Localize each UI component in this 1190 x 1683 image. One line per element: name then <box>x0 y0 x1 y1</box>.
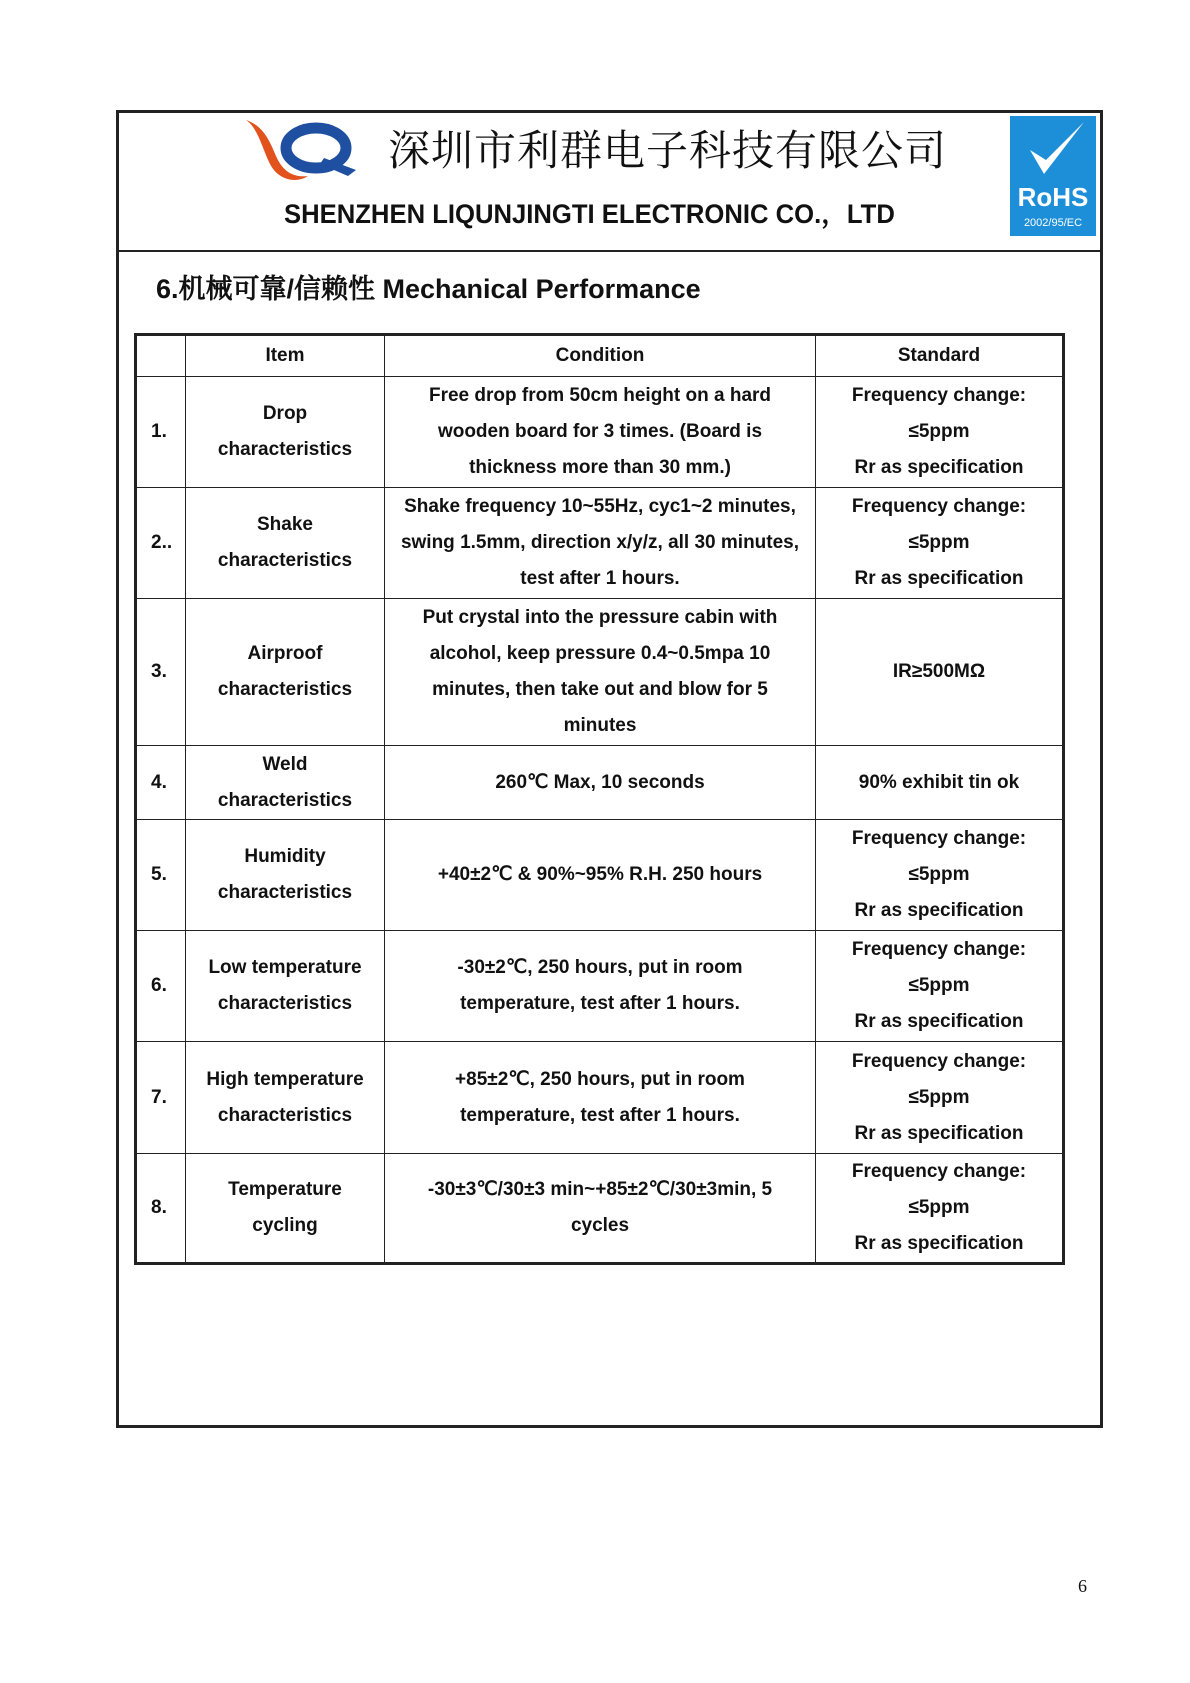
row-number: 3. <box>136 599 186 746</box>
header-item: Item <box>186 335 385 377</box>
item-line: High temperature <box>206 1068 364 1090</box>
item-line: Weld <box>262 753 308 775</box>
condition-cell: Free drop from 50cm height on a hard wooden board for 3 times. (Board is thickness more than 30 mm.) <box>385 377 816 488</box>
mechanical-performance-table <box>134 333 1065 1265</box>
item-line: Shake <box>257 514 313 535</box>
item-line: characteristics <box>217 550 353 571</box>
item-cell <box>186 488 385 599</box>
standard-line: Rr as specification <box>854 900 1024 921</box>
standard-line: 90% exhibit tin ok <box>858 771 1020 793</box>
standard-line: ≤5ppm <box>908 1197 970 1218</box>
row-number: 5. <box>136 820 186 931</box>
condition-cell: +85±2℃, 250 hours, put in room temperature, test after 1 hours. <box>385 1042 816 1154</box>
standard-line: Rr as specification <box>854 568 1024 589</box>
standard-cell <box>816 599 1064 746</box>
item-cell <box>186 377 385 488</box>
table-row <box>136 377 1064 488</box>
standard-line: ≤5ppm <box>908 1086 970 1108</box>
company-name-en: SHENZHEN LIQUNJINGTI ELECTRONIC CO.，LTD <box>284 199 895 229</box>
item-line: characteristics <box>217 439 353 460</box>
standard-cell <box>816 1042 1064 1154</box>
item-line: Humidity <box>244 846 326 867</box>
item-line: Drop <box>262 403 308 424</box>
header-condition: Condition <box>385 335 816 377</box>
standard-cell <box>816 377 1064 488</box>
standard-line: IR≥500MΩ <box>892 661 986 682</box>
item-cell <box>186 599 385 746</box>
rohs-directive: 2002/95/EC <box>1023 217 1083 229</box>
standard-cell <box>816 488 1064 599</box>
standard-line: Frequency change: <box>851 828 1027 849</box>
item-line: characteristics <box>217 789 353 811</box>
item-line: Airproof <box>247 643 323 664</box>
table-header-row <box>136 335 1064 377</box>
page-number: 6 <box>1078 1576 1087 1596</box>
header-standard: Standard <box>816 335 1064 377</box>
standard-line: Frequency change: <box>851 1161 1027 1182</box>
company-logo <box>244 118 370 184</box>
row-number: 7. <box>136 1042 186 1154</box>
rohs-badge <box>1010 116 1096 236</box>
row-number: 2.. <box>136 488 186 599</box>
header-divider <box>116 250 1100 252</box>
standard-line: Rr as specification <box>854 1122 1024 1144</box>
standard-line: Rr as specification <box>854 457 1024 478</box>
condition-cell: Put crystal into the pressure cabin with alcohol, keep pressure 0.4~0.5mpa 10 minutes, then take out and blow for 5 minutes <box>385 599 816 746</box>
table-row <box>136 599 1064 746</box>
item-cell <box>186 1042 385 1154</box>
standard-line: ≤5ppm <box>908 864 970 885</box>
table-row <box>136 1154 1064 1264</box>
row-number: 1. <box>136 377 186 488</box>
row-number: 6. <box>136 931 186 1042</box>
item-line: Temperature <box>228 1179 342 1200</box>
standard-line: Frequency change: <box>851 496 1027 517</box>
standard-cell <box>816 1154 1064 1264</box>
condition-cell: Shake frequency 10~55Hz, cyc1~2 minutes, swing 1.5mm, direction x/y/z, all 30 minutes, test after 1 hours. <box>385 488 816 599</box>
standard-cell <box>816 931 1064 1042</box>
item-line: characteristics <box>217 679 353 700</box>
standard-line: Frequency change: <box>851 1050 1027 1072</box>
condition-cell: -30±3℃/30±3 min~+85±2℃/30±3min, 5 cycles <box>385 1154 816 1264</box>
standard-line: Frequency change: <box>851 385 1027 406</box>
standard-line: ≤5ppm <box>908 421 970 442</box>
checkmark-icon <box>1010 116 1096 182</box>
item-line: characteristics <box>217 882 353 903</box>
standard-line: Rr as specification <box>854 1233 1024 1254</box>
standard-line: Rr as specification <box>854 1011 1024 1032</box>
company-name-cn: 深圳市利群电子科技有限公司 <box>388 126 948 175</box>
condition-cell: +40±2℃ & 90%~95% R.H. 250 hours <box>385 820 816 931</box>
rohs-label: RoHS <box>1017 182 1089 212</box>
standard-line: ≤5ppm <box>908 532 970 553</box>
table-row <box>136 488 1064 599</box>
table-row <box>136 931 1064 1042</box>
standard-cell <box>816 746 1064 820</box>
item-cell <box>186 746 385 820</box>
table-row <box>136 746 1064 820</box>
item-cell <box>186 820 385 931</box>
item-line: Low temperature <box>208 957 362 978</box>
item-line: characteristics <box>217 1104 353 1126</box>
condition-cell: 260℃ Max, 10 seconds <box>385 746 816 820</box>
table-row <box>136 820 1064 931</box>
row-number: 4. <box>136 746 186 820</box>
row-number: 8. <box>136 1154 186 1264</box>
condition-cell: -30±2℃, 250 hours, put in room temperature, test after 1 hours. <box>385 931 816 1042</box>
standard-cell <box>816 820 1064 931</box>
standard-line: ≤5ppm <box>908 975 970 996</box>
standard-line: Frequency change: <box>851 939 1027 960</box>
item-line: cycling <box>252 1215 318 1236</box>
item-cell <box>186 931 385 1042</box>
header-no <box>136 335 186 377</box>
section-title: 6.机械可靠/信赖性 Mechanical Performance <box>156 274 701 304</box>
item-cell <box>186 1154 385 1264</box>
item-line: characteristics <box>217 993 353 1014</box>
table-row <box>136 1042 1064 1154</box>
